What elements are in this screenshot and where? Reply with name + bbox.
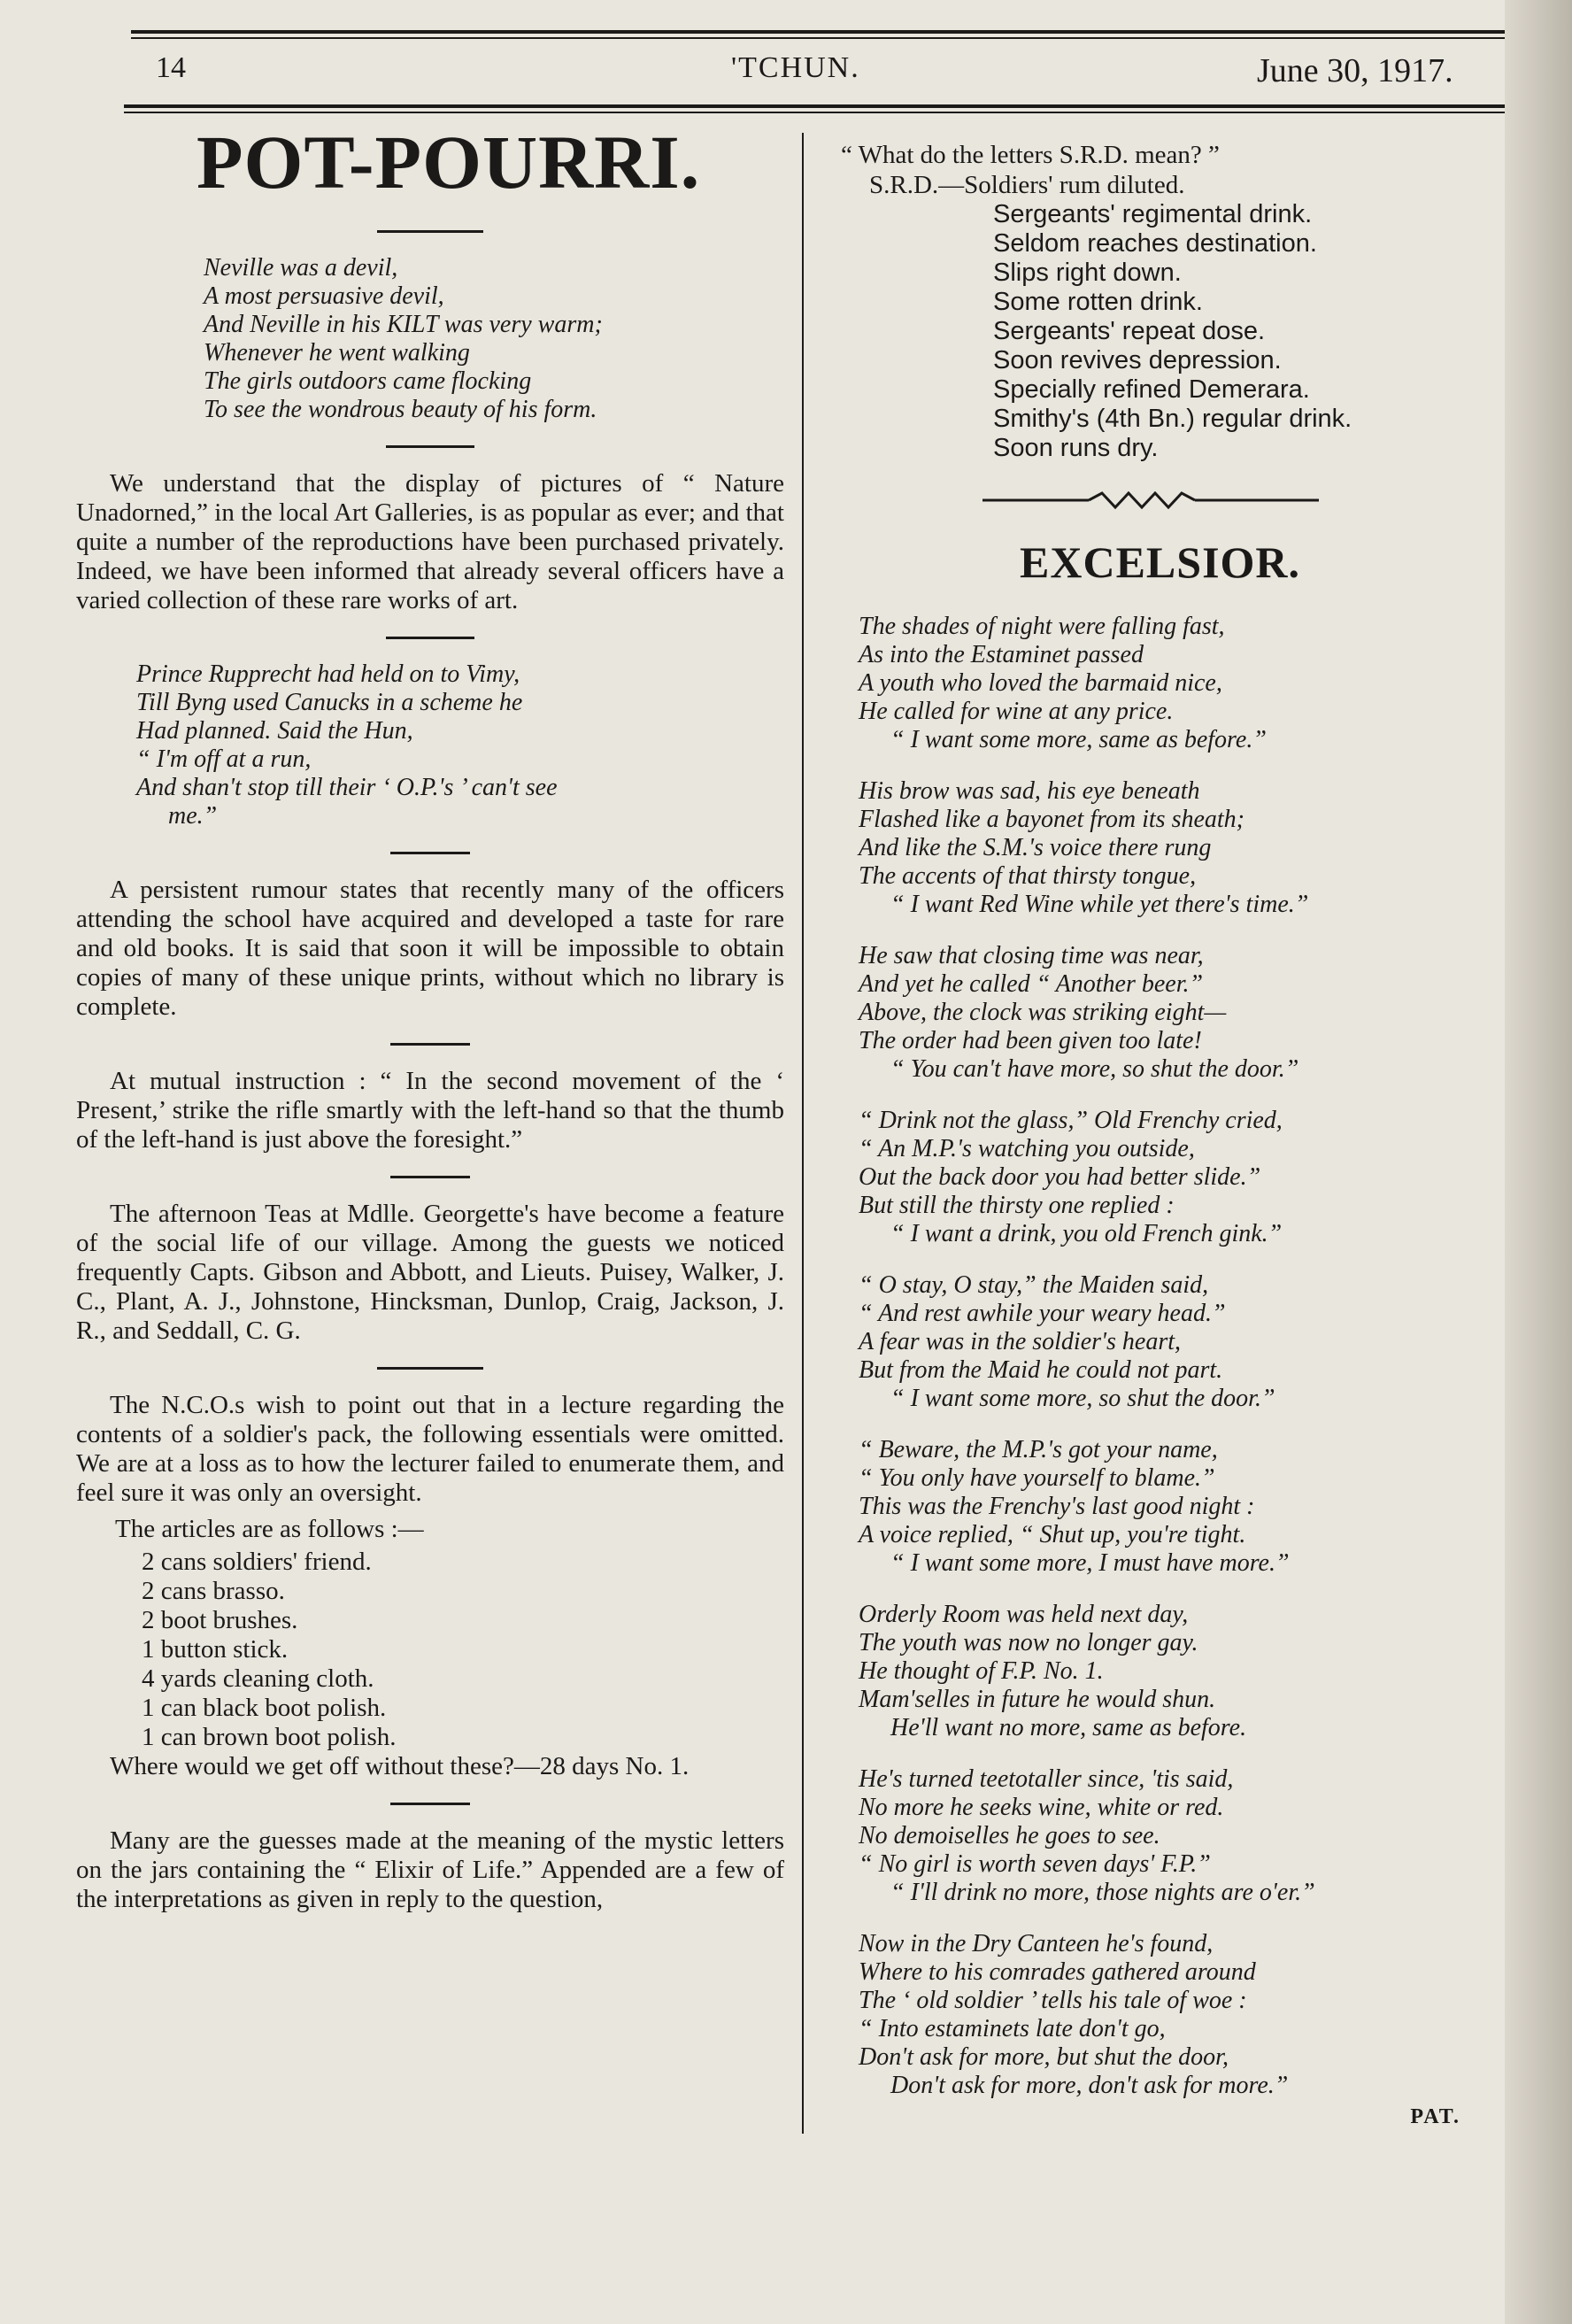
publication-title: 'TCHUN.	[731, 51, 860, 84]
list-item: 1 can black boot polish.	[142, 1694, 387, 1723]
verse-line: Flashed like a bayonet from its sheath;	[859, 806, 1244, 833]
srd-list	[823, 200, 1496, 463]
verse-line: The girls outdoors came flocking	[204, 367, 532, 396]
separator	[377, 230, 483, 233]
poem-stanza	[859, 942, 1496, 1084]
verse-line: He'll want no more, same as before.	[890, 1714, 1247, 1741]
verse-line: No demoiselles he goes to see.	[859, 1822, 1160, 1849]
verse-line: “ I want some more, same as before.”	[890, 726, 1267, 753]
prince-verse	[136, 660, 784, 830]
verse-line: Till Byng used Canucks in a scheme he	[136, 689, 523, 717]
verse-line: Don't ask for more, but shut the door,	[859, 2043, 1229, 2071]
author-signature: PAT.	[1410, 2105, 1460, 2128]
issue-date: June 30, 1917.	[1257, 52, 1453, 89]
paragraph-instruction: At mutual instruction : “ In the second movement of the ‘ Present,’ strike the rifle smartly with the left-hand so that the thumb of the left-hand is just above the foresight.”	[76, 1067, 784, 1154]
separator	[390, 1043, 470, 1046]
page-number: 14	[156, 51, 186, 84]
paragraph-nco: The N.C.O.s wish to point out that in a lecture regarding the contents of a soldier's pack, the following essentials were omitted. We are at a loss as to how the lecturer failed to enumerate them, and feel sure it was only an oversight.	[76, 1391, 784, 1508]
poem-stanza	[859, 1271, 1496, 1413]
column-divider	[802, 133, 804, 2134]
list-item: Sergeants' repeat dose.	[993, 317, 1266, 345]
poem-stanza	[859, 1107, 1496, 1248]
verse-line: He thought of F.P. No. 1.	[859, 1657, 1104, 1685]
verse-line: “ I want a drink, you old French gink.”	[890, 1220, 1283, 1247]
verse-line: “ An M.P.'s watching you outside,	[859, 1135, 1195, 1162]
list-item: Sergeants' regimental drink.	[993, 200, 1313, 228]
verse-line: He saw that closing time was near,	[859, 942, 1204, 969]
right-column	[823, 115, 1496, 2129]
verse-line: As into the Estaminet passed	[859, 641, 1144, 668]
list-item: 2 cans soldiers' friend.	[142, 1548, 372, 1577]
verse-line: He called for wine at any price.	[859, 698, 1174, 725]
verse-line: But still the thirsty one replied :	[859, 1192, 1175, 1219]
verse-line: The shades of night were falling fast,	[859, 613, 1225, 640]
verse-line: Above, the clock was striking eight—	[859, 999, 1227, 1026]
verse-line: Where to his comrades gathered around	[859, 1958, 1256, 1986]
verse-line: The ‘ old soldier ’ tells his tale of woe :	[859, 1987, 1247, 2014]
verse-line: Orderly Room was held next day,	[859, 1601, 1189, 1628]
verse-line: “ Drink not the glass,” Old Frenchy cried,	[859, 1107, 1283, 1134]
poem-stanza	[859, 777, 1496, 919]
list-item: 1 button stick.	[142, 1635, 289, 1664]
paragraph-teas: The afternoon Teas at Mdlle. Georgette's have become a feature of the social life of our village. Among the guests we noticed frequently Capts. Gibson and Abbott, and Lieuts. Puisey, Walker, J. C., Plant, A. J., Johnstone, Hincksman, Dunlop, Craig, Jackson, J. R., and Seddall, C. G.	[76, 1200, 784, 1346]
verse-line: The order had been given too late!	[859, 1027, 1202, 1054]
list-item: 1 can brown boot polish.	[142, 1723, 397, 1752]
list-item: 2 cans brasso.	[142, 1577, 285, 1606]
articles-tail: Where would we get off without these?—28 days No. 1.	[110, 1752, 690, 1781]
poem-stanza	[859, 1601, 1496, 1742]
verse-line: Had planned. Said the Hun,	[136, 717, 413, 745]
verse-line: And yet he called “ Another beer.”	[859, 970, 1204, 998]
verse-line: me.”	[168, 802, 218, 830]
separator	[386, 637, 474, 639]
list-item: Soon runs dry.	[993, 434, 1159, 462]
poem-stanza	[859, 613, 1496, 754]
list-item: Specially refined Demerara.	[993, 375, 1310, 404]
separator	[390, 1803, 470, 1805]
separator	[390, 852, 470, 854]
poem-title: EXCELSIOR.	[1020, 537, 1301, 587]
verse-line: Whenever he went walking	[204, 339, 470, 367]
separator	[377, 1367, 483, 1370]
verse-line: And shan't stop till their ‘ O.P.'s ’ can't see	[136, 774, 558, 802]
poem-stanza	[859, 1930, 1496, 2100]
header-rule-top	[131, 30, 1505, 34]
verse-line: “ You can't have more, so shut the door.”	[890, 1055, 1299, 1083]
paragraph-art-galleries: We understand that the display of pictures of “ Nature Unadorned,” in the local Art Galleries, is as popular as ever; and that quite a number of the reproductions have been purchased privately. Indeed, we have been informed that already several officers have a varied collection of these rare works of art.	[76, 469, 784, 615]
verse-line: “ O stay, O stay,” the Maiden said,	[859, 1271, 1209, 1299]
paragraph-rumour: A persistent rumour states that recently many of the officers attending the school have acquired and developed a taste for rare and old books. It is said that soon it will be impossible to obtain copies of many of these unique prints, without which no library is complete.	[76, 876, 784, 1022]
list-item: Smithy's (4th Bn.) regular drink.	[993, 405, 1352, 433]
verse-line: “ No girl is worth seven days' F.P.”	[859, 1850, 1211, 1878]
separator	[386, 445, 474, 448]
header-rule-bottom-thin	[124, 112, 1505, 113]
verse-line: “ I want some more, so shut the door.”	[890, 1385, 1275, 1412]
section-title: POT-POURRI.	[196, 120, 701, 205]
verse-line: Neville was a devil,	[204, 254, 398, 282]
verse-line: His brow was sad, his eye beneath	[859, 777, 1200, 805]
list-item: 2 boot brushes.	[142, 1606, 298, 1635]
paragraph-elixir: Many are the guesses made at the meaning of the mystic letters on the jars containing the “ Elixir of Life.” Appended are a few of the interpretations as given in reply to the question,	[76, 1826, 784, 1914]
verse-line: Now in the Dry Canteen he's found,	[859, 1930, 1214, 1957]
list-item: Slips right down.	[993, 259, 1182, 287]
verse-line: “ You only have yourself to blame.”	[859, 1464, 1215, 1492]
verse-line: Don't ask for more, don't ask for more.”	[890, 2072, 1289, 2099]
left-column	[76, 115, 784, 1914]
list-item: Soon revives depression.	[993, 346, 1282, 374]
verse-line: No more he seeks wine, white or red.	[859, 1794, 1224, 1821]
verse-line: He's turned teetotaller since, 'tis said,	[859, 1765, 1234, 1793]
verse-line: And like the S.M.'s voice there rung	[859, 834, 1212, 861]
verse-line: This was the Frenchy's last good night :	[859, 1493, 1255, 1520]
srd-question: “ What do the letters S.R.D. mean? ”	[841, 141, 1220, 169]
verse-line: Prince Rupprecht had held on to Vimy,	[136, 660, 520, 689]
srd-first-answer: S.R.D.—Soldiers' rum diluted.	[869, 171, 1185, 199]
verse-line: And Neville in his KILT was very warm;	[204, 311, 603, 339]
verse-line: A voice replied, “ Shut up, you're tight.	[859, 1521, 1246, 1548]
list-item: 4 yards cleaning cloth.	[142, 1664, 374, 1694]
ornamental-divider	[982, 490, 1319, 511]
header-rule-bottom	[124, 104, 1505, 108]
verse-line: “ I want Red Wine while yet there's time.”	[890, 891, 1309, 918]
list-item: Some rotten drink.	[993, 288, 1203, 316]
articles-list	[76, 1515, 784, 1752]
articles-lead: The articles are as follows :—	[115, 1515, 424, 1544]
verse-line: “ And rest awhile your weary head.”	[859, 1300, 1226, 1327]
verse-line: A most persuasive devil,	[204, 282, 444, 311]
header-rule-top-thin	[131, 37, 1505, 39]
verse-line: Mam'selles in future he would shun.	[859, 1686, 1216, 1713]
verse-line: “ I'll drink no more, those nights are o'er.”	[890, 1879, 1315, 1906]
page-edge	[1505, 0, 1572, 2324]
verse-line: A youth who loved the barmaid nice,	[859, 669, 1222, 697]
verse-line: “ Into estaminets late don't go,	[859, 2015, 1166, 2042]
neville-verse	[204, 254, 784, 424]
verse-line: To see the wondrous beauty of his form.	[204, 396, 597, 424]
verse-line: Out the back door you had better slide.”	[859, 1163, 1261, 1191]
verse-line: But from the Maid he could not part.	[859, 1356, 1223, 1384]
separator	[390, 1176, 470, 1178]
verse-line: The accents of that thirsty tongue,	[859, 862, 1197, 890]
verse-line: A fear was in the soldier's heart,	[859, 1328, 1182, 1355]
list-item: Seldom reaches destination.	[993, 229, 1317, 258]
verse-line: “ I'm off at a run,	[136, 745, 312, 774]
verse-line: The youth was now no longer gay.	[859, 1629, 1198, 1656]
verse-line: “ I want some more, I must have more.”	[890, 1549, 1290, 1577]
poem-stanza	[859, 1436, 1496, 1578]
poem-stanza	[859, 1765, 1496, 1907]
verse-line: “ Beware, the M.P.'s got your name,	[859, 1436, 1218, 1463]
